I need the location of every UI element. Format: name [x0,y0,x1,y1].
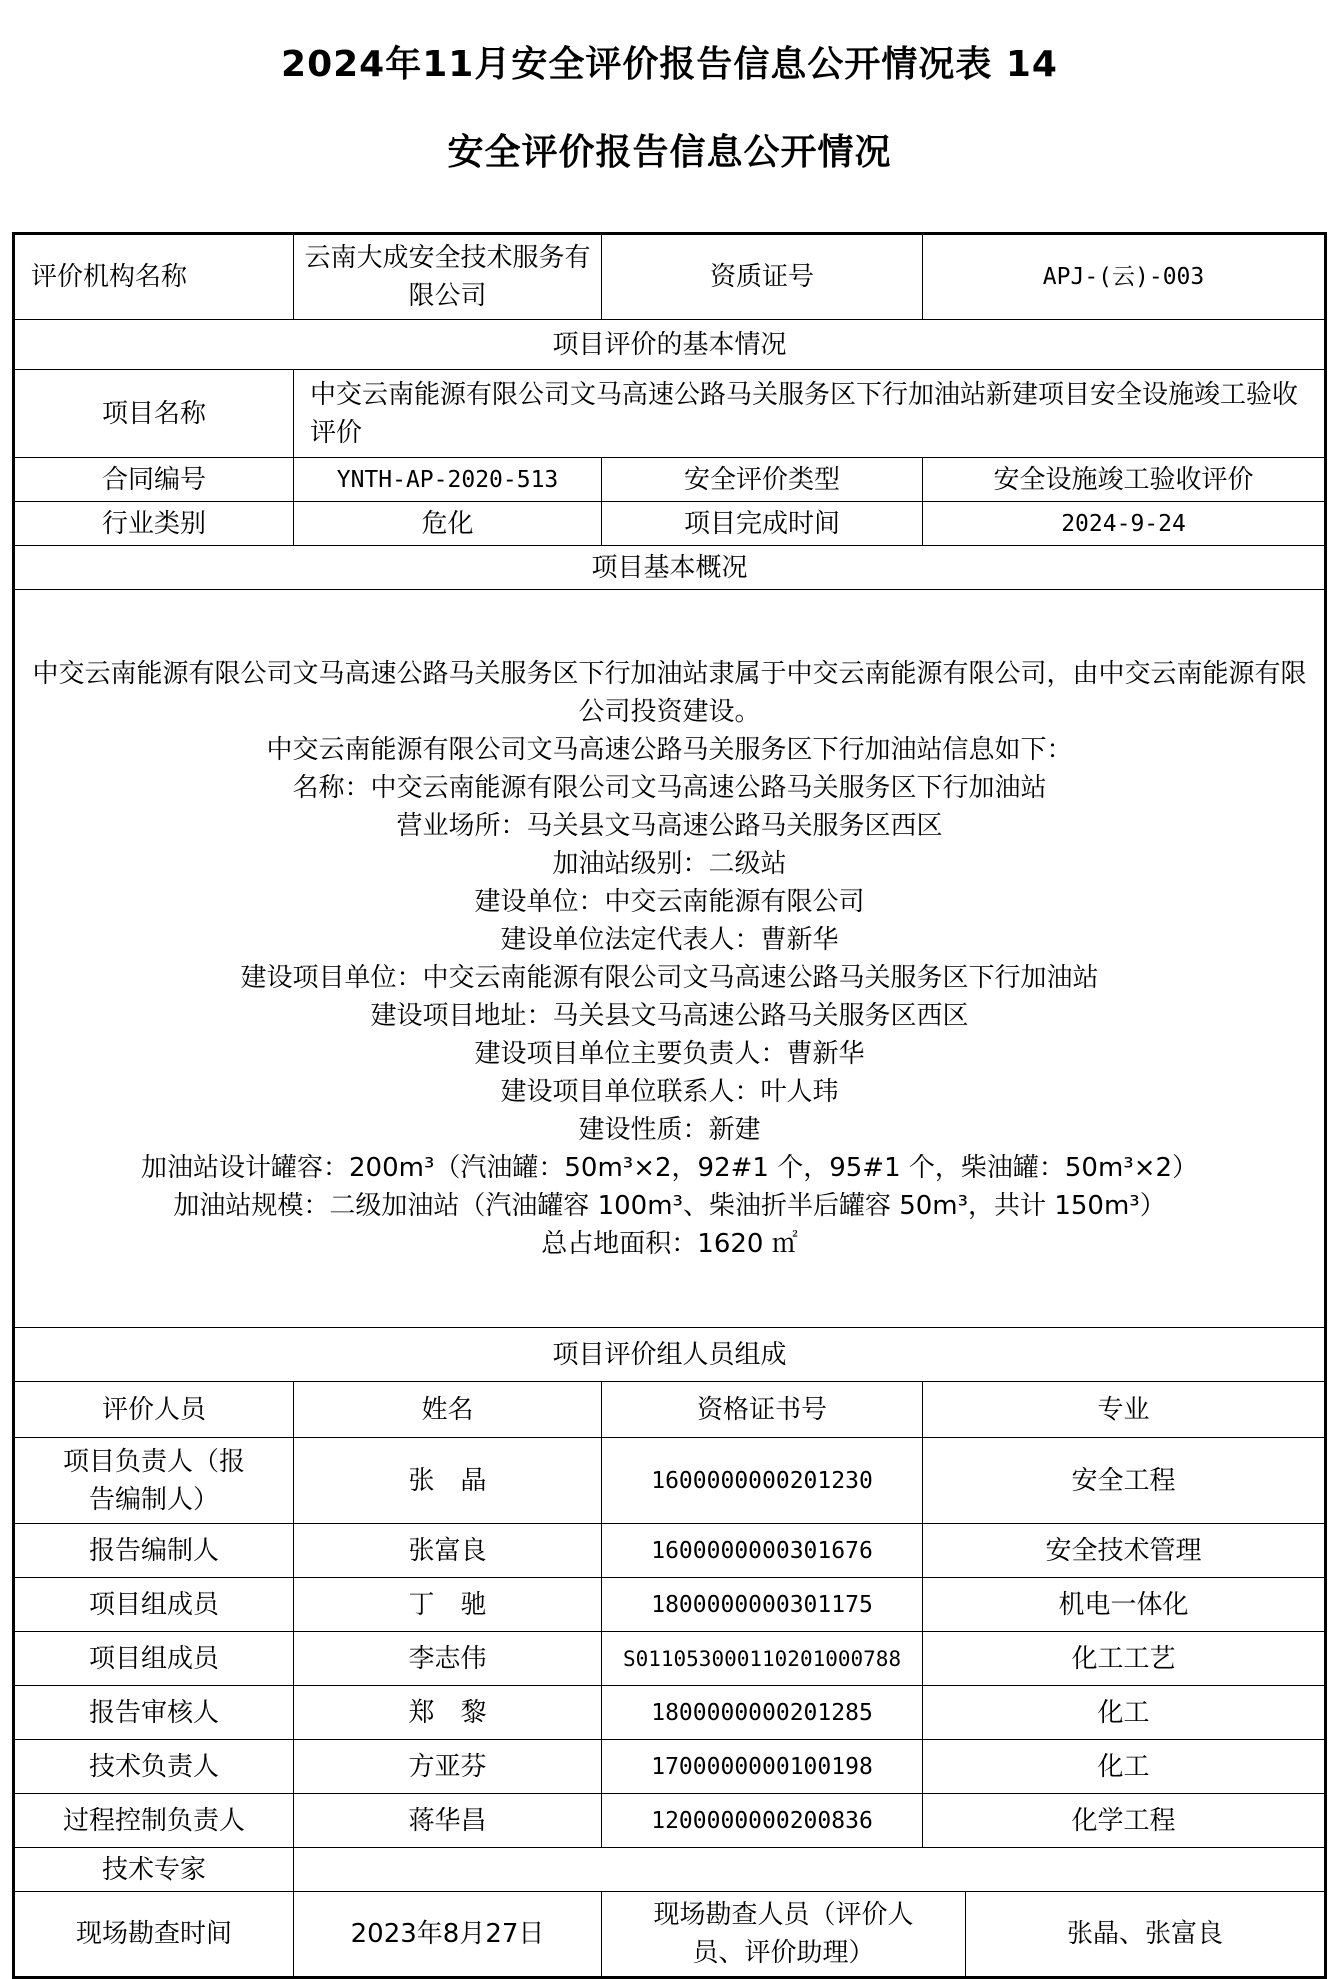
cert-label: 资质证号 [602,234,923,320]
eval-type-label: 安全评价类型 [602,458,923,502]
team-cert: 1600000000301676 [602,1524,923,1578]
org-value: 云南大成安全技术服务有限公司 [294,234,602,320]
contract-value: YNTH-AP-2020-513 [294,458,602,502]
team-cert: 1800000000301175 [602,1578,923,1632]
table-row [14,1632,1326,1686]
table-row [14,1740,1326,1794]
report-table [12,232,1327,1979]
team-header-role: 评价人员 [14,1382,294,1438]
basic-section-title: 项目评价的基本情况 [14,320,1326,370]
team-major: 化工工艺 [923,1632,1326,1686]
team-header-cert: 资格证书号 [602,1382,923,1438]
project-name-label: 项目名称 [14,370,294,458]
team-role: 报告编制人 [14,1524,294,1578]
team-name: 郑 黎 [294,1686,602,1740]
overview-line: 名称：中交云南能源有限公司文马高速公路马关服务区下行加油站 [292,772,1047,803]
team-role: 过程控制负责人 [14,1794,294,1848]
overview-line: 建设性质：新建 [578,1114,761,1145]
team-name: 张 晶 [294,1438,602,1524]
eval-type-value: 安全设施竣工验收评价 [923,458,1326,502]
team-name: 蒋华昌 [294,1794,602,1848]
overview-line: 建设单位：中交云南能源有限公司 [474,886,865,917]
survey-time-value: 2023年8月27日 [294,1892,602,1978]
overview-line: 加油站设计罐容：200m³（汽油罐：50m³×2，92#1 个，95#1 个，柴油罐：50m³×2） [140,1152,1199,1183]
team-name: 丁 驰 [294,1578,602,1632]
table-row [14,1524,1326,1578]
team-name: 方亚芬 [294,1740,602,1794]
team-major: 化工 [923,1740,1326,1794]
cert-value: APJ-(云)-003 [923,234,1326,320]
expert-label: 技术专家 [14,1848,294,1892]
team-role: 报告审核人 [14,1686,294,1740]
overview-line: 加油站规模：二级加油站（汽油罐容 100m³、柴油折半后罐容 50m³，共计 150m³） [173,1190,1166,1221]
team-name: 张富良 [294,1524,602,1578]
team-major: 机电一体化 [923,1578,1326,1632]
table-row [14,1578,1326,1632]
overview-line: 建设单位法定代表人：曹新华 [500,924,839,955]
team-major: 安全技术管理 [923,1524,1326,1578]
overview-line: 中交云南能源有限公司文马高速公路马关服务区下行加油站隶属于中交云南能源有限公司，由中交云南能源有限公司投资建设。 [32,658,1307,727]
team-name: 李志伟 [294,1632,602,1686]
team-section-title: 项目评价组人员组成 [14,1328,1326,1382]
industry-value: 危化 [294,502,602,546]
overview-section-title: 项目基本概况 [14,546,1326,590]
team-cert: S011053000110201000788 [602,1632,923,1686]
document-subtitle: 安全评价报告信息公开情况 [447,132,892,173]
table-row [14,1438,1326,1524]
table-row [14,1686,1326,1740]
team-major: 化工 [923,1686,1326,1740]
org-row [14,234,1326,320]
team-cert: 1800000000201285 [602,1686,923,1740]
team-cert: 1600000000201230 [602,1438,923,1524]
team-major: 化学工程 [923,1794,1326,1848]
team-major: 安全工程 [923,1438,1326,1524]
overview-line: 中交云南能源有限公司文马高速公路马关服务区下行加油站信息如下： [266,734,1073,765]
overview-line: 建设项目单位：中交云南能源有限公司文马高速公路马关服务区下行加油站 [240,962,1099,993]
team-header-row [14,1382,1326,1438]
document-title: 2024年11月安全评价报告信息公开情况表 14 [281,44,1058,85]
team-role: 项目组成员 [14,1578,294,1632]
expert-row [14,1848,1326,1892]
expert-value [294,1848,1326,1892]
complete-value: 2024-9-24 [923,502,1326,546]
team-role: 项目组成员 [14,1632,294,1686]
industry-label: 行业类别 [14,502,294,546]
team-cert: 1700000000100198 [602,1740,923,1794]
team-role: 项目负责人（报告编制人） [14,1438,294,1524]
overview-line: 总占地面积：1620 ㎡ [541,1228,798,1259]
survey-time-label: 现场勘查时间 [14,1892,294,1978]
survey-staff-value: 张晶、张富良 [966,1892,1326,1978]
survey-row [14,1892,1326,1978]
overview-line: 加油站级别：二级站 [552,848,787,879]
contract-label: 合同编号 [14,458,294,502]
overview-line: 建设项目单位联系人：叶人玮 [500,1076,839,1107]
team-cert: 1200000000200836 [602,1794,923,1848]
team-header-major: 专业 [923,1382,1326,1438]
overview-line: 建设项目单位主要负责人：曹新华 [474,1038,865,1069]
overview-line: 营业场所：马关县文马高速公路马关服务区西区 [396,810,943,841]
overview-text [14,590,1326,1328]
overview-line: 建设项目地址：马关县文马高速公路马关服务区西区 [370,1000,969,1031]
org-label: 评价机构名称 [14,234,294,320]
complete-label: 项目完成时间 [602,502,923,546]
project-name-value: 中交云南能源有限公司文马高速公路马关服务区下行加油站新建项目安全设施竣工验收评价 [294,370,1326,458]
table-row [14,1794,1326,1848]
team-header-name: 姓名 [294,1382,602,1438]
team-role: 技术负责人 [14,1740,294,1794]
survey-staff-label: 现场勘查人员（评价人员、评价助理） [602,1892,966,1978]
